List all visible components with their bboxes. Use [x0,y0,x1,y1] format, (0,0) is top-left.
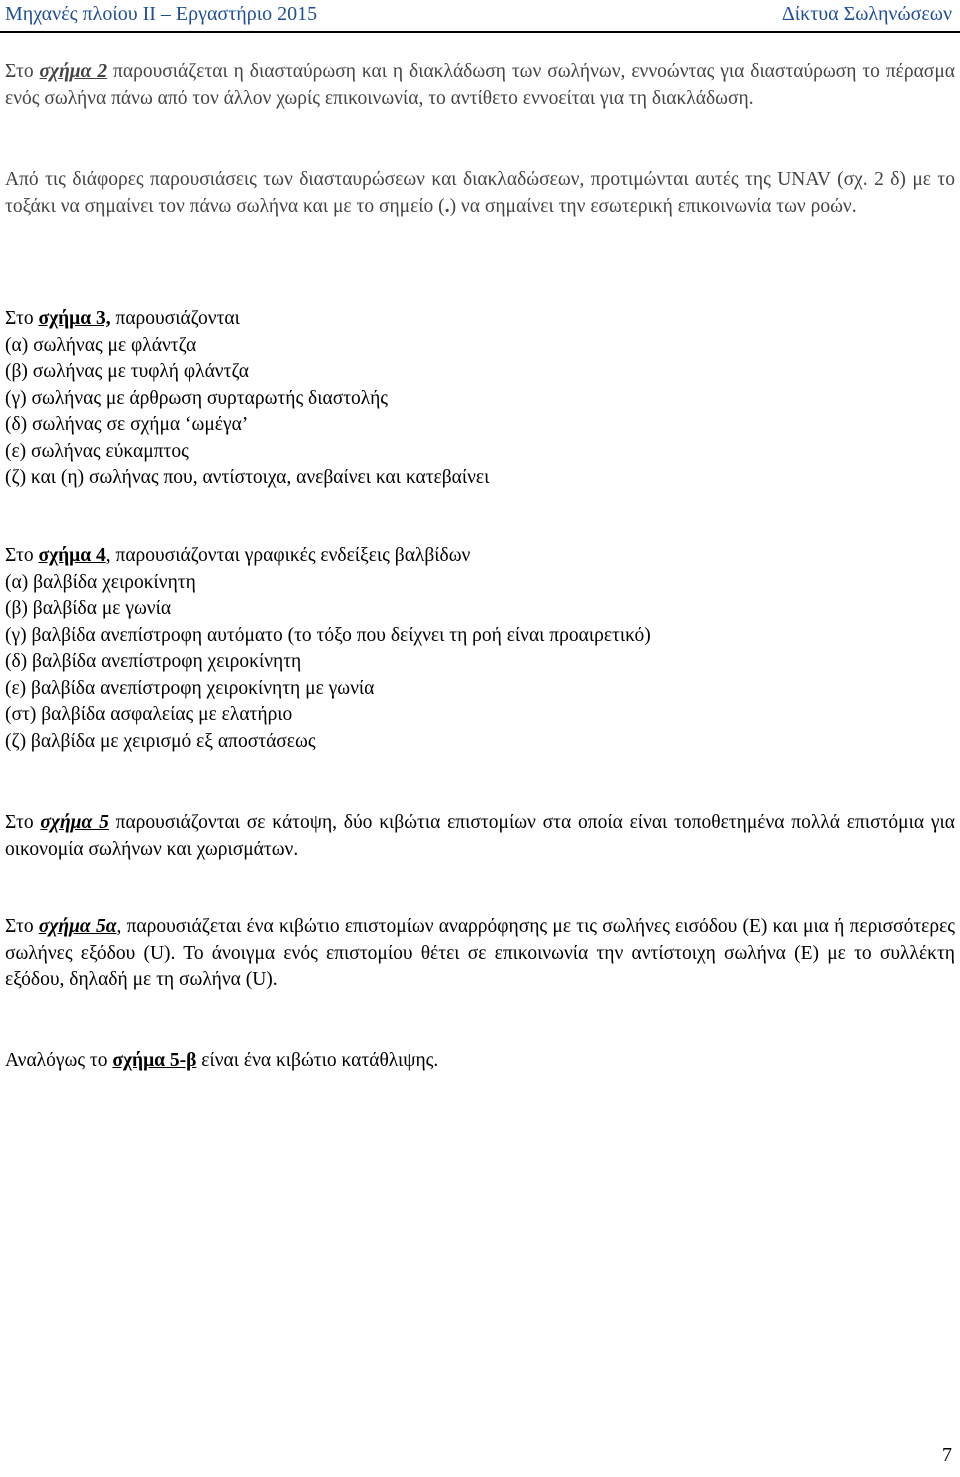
list-item: (δ) βαλβίδα ανεπίστροφη χειροκίνητη [5,651,302,672]
paragraph-figure-5a [5,914,955,994]
text: Στο [5,308,39,329]
paragraph-unav [5,167,955,220]
text: , παρουσιάζονται γραφικές ενδείξεις βαλβίδων [105,545,471,566]
figure-reference: σχήμα 5-β [112,1050,197,1071]
figure-reference: σχήμα 3, [38,308,111,329]
paragraph-figure-5 [5,810,955,863]
list-item: (α) βαλβίδα χειροκίνητη [5,571,196,593]
header-rule [0,31,960,33]
list-item: (γ) σωλήνας με άρθρωση συρταρωτής διαστολής [5,387,388,409]
figure-reference: σχήμα 5 [40,812,109,833]
paragraph-figure-5b [5,1048,955,1075]
list-item: (ζ) βαλβίδα με χειρισμό εξ αποστάσεως [5,730,316,752]
text: παρουσιάζονται σε κάτοψη, δύο κιβώτια επιστομίων στα οποία είναι τοποθετημένα πολλά επιστόμια για οικονομία σωλήνων και χωρισμάτων. [5,812,955,860]
paragraph-figure-2 [5,59,955,112]
list-item: (ε) βαλβίδα ανεπίστροφη χειροκίνητη με γωνία [5,677,375,699]
figure-reference: σχήμα 5α [38,916,117,937]
text: Από τις διάφορες παρουσιάσεις των διασταυρώσεων και διακλαδώσεων, προτιμώνται αυτές της UNAV (σχ. 2 δ) με το τοξάκι να σημαίνει τον πάνω σωλήνα και με το σημείο ( [5,169,955,217]
text: , παρουσιάζεται ένα κιβώτιο επιστομίων αναρρόφησης με τις σωλήνες εισόδου (Ε) και μια ή περισσότερες σωλήνες εξόδου (U). Το άνοιγμα ενός επιστομίου θέτει σε επικοινωνία την αντίστοιχη σωλήνα (Ε) με το συλλέκτη εξόδου, δηλαδή με τη σωλήνα (U). [5,916,955,990]
figure-reference: σχήμα 2 [39,61,108,82]
section-intro [5,543,955,570]
text: Στο [5,916,39,937]
section-figure-3 [5,306,955,492]
header-course-title: Μηχανές πλοίου ΙΙ – Εργαστήριο 2015 [5,3,318,25]
list-item: (α) σωλήνας με φλάντζα [5,334,197,356]
list-item: (β) βαλβίδα με γωνία [5,598,172,619]
section-figure-4 [5,543,955,755]
list-item: (β) σωλήνας με τυφλή φλάντζα [5,361,250,382]
list-item: (δ) σωλήνας σε σχήμα ‘ωμέγα’ [5,414,249,435]
text: Στο [5,545,39,566]
text: Αναλόγως το [5,1050,113,1071]
text: παρουσιάζεται η διασταύρωση και η διακλάδωση των σωλήνων, εννοώντας για διασταύρωση το πέρασμα ενός σωλήνα πάνω από τον άλλον χωρίς επικοινωνία, το αντίθετο εννοείται για τη διακλάδωση. [5,61,955,109]
text: ) να σημαίνει την εσωτερική επικοινωνία των ροών. [449,195,857,217]
header-chapter-title: Δίκτυα Σωληνώσεων [781,3,952,25]
list-item: (ε) σωλήνας εύκαμπτος [5,440,189,462]
dot-symbol: . [444,195,450,217]
text: παρουσιάζονται [110,308,240,329]
text: Στο [5,61,40,82]
list-item: (γ) βαλβίδα ανεπίστροφη αυτόματο (το τόξο που δείχνει τη ροή είναι προαιρετικό) [5,624,651,646]
list-item: (ζ) και (η) σωλήνας που, αντίστοιχα, ανεβαίνει και κατεβαίνει [5,467,490,488]
section-intro [5,306,955,333]
figure-reference: σχήμα 4 [38,545,106,566]
text: είναι ένα κιβώτιο κατάθλιψης. [196,1050,439,1071]
page-number: 7 [942,1444,952,1466]
page-header [0,0,960,34]
text: Στο [5,812,41,833]
list-item: (στ) βαλβίδα ασφαλείας με ελατήριο [5,704,293,725]
